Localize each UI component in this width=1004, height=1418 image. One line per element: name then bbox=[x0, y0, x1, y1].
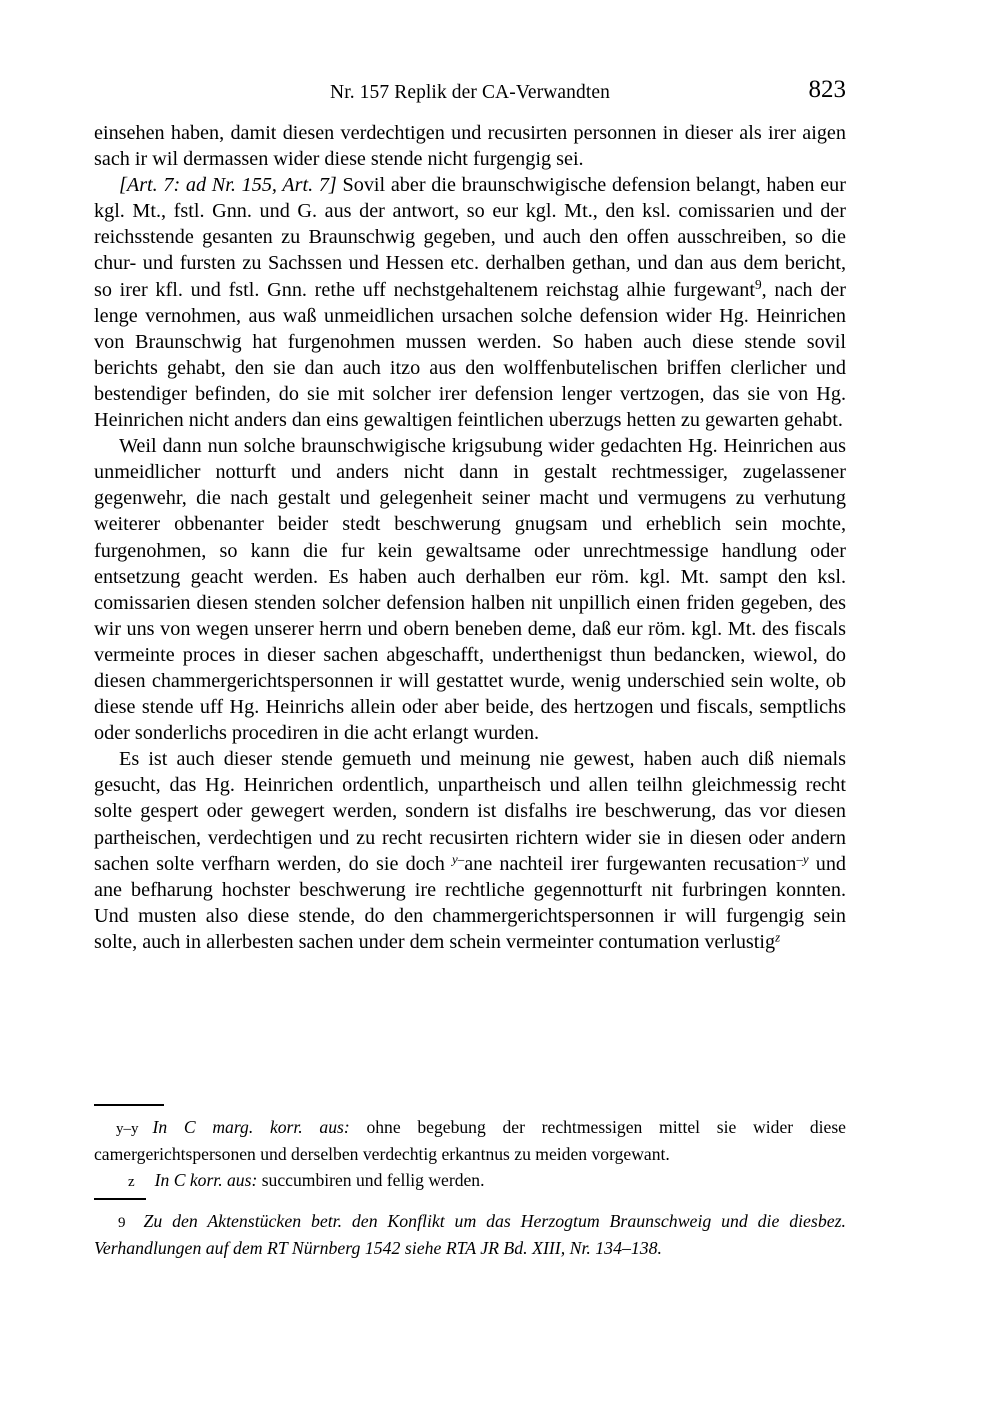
paragraph-text-head: Es ist auch dieser stende gemueth und meinung nie gewest, haben auch diß niemals gesucht, das Hg. Heinrichen ordentlich, unpartheisch und allen teilhn gleichmessig recht solte gespert oder gewegert werden, sondern ist disfalhs ire beschwerung, das vor diesen partheischen, verdechtigen und zu recht recusirten richtern wider sie in diesen oder andern sachen solte verfharn werden, do sie doch bbox=[94, 748, 846, 875]
footnote-section bbox=[94, 1198, 846, 1262]
apparatus-text-z: succumbiren und fellig werden. bbox=[257, 1169, 485, 1190]
footnote-marker-9[interactable]: 9 bbox=[754, 276, 762, 292]
apparatus-entry-z bbox=[94, 1168, 846, 1196]
apparatus-lemma-z-text: z bbox=[128, 1173, 135, 1190]
paragraph-intent-statement bbox=[94, 746, 846, 955]
footnote-number-9 bbox=[94, 1209, 144, 1237]
variant-text: ane nachteil irer furgewanten recusation bbox=[464, 852, 797, 875]
footnote-text-9: Zu den Aktenstücken betr. den Konflikt um das Herzogtum Braunschweig und die diesbez. Verhandlungen auf dem RT Nürnberg 1542 siehe RTA JR Bd. XIII, Nr. 134–138. bbox=[94, 1210, 846, 1259]
paragraph-text: Weil dann nun solche braunschwigische krigsubung wider gedachten Hg. Heinrichen aus unmeidlicher notturft und anders nicht dann in gestalt rechtmessiger, zugelassener gegenwehr, die nach gestalt und gelegenheit seiner macht und vermugens zu verhutung weiterer obbenanter beider stedt beschwerung gnugsam und erheblich sein mochte, furgenohmen, so kann die fur kein gewaltsame oder unrechtmessige handlung oder entsetzung geacht werden. Es haben auch derhalben eur röm. kgl. Mt. sampt den ksl. comissarien diesen stenden solcher defension halben nit unpillich einen friden gegeben, des wir uns von wegen unserer herrn und obern beneben deme, daß eur röm. kgl. Mt. des fiscals vermeinte proces in dieser sachen abgeschafft, underthenigst thun bedancken, wiewol, do diesen chammergerichtspersonnen ir will gestattet wurde, wenig underschied sein wolte, ob diese stende uff Hg. Heinrichs allein oder aber beide, des hertzogen und fiscals, semptlichs oder sonderlichs procediren in die acht erlangt wurden. bbox=[94, 435, 846, 745]
paragraph-text: Sovil aber die braunschwigische defension belangt, haben eur kgl. Mt., fstl. Gnn. und G. aus der antwort, so eur kgl. Mt., den ksl. comissarien und der reichsstende gesanten zu Braunschwig gegeben, und auch den offen ausschreiben, so die chur- und fursten zu Sachssen und Hessen etc. derhalben gethan, und dan aus dem bericht, so irer kfl. und fstl. Gnn. rethe uff nechstgehaltenem reichstag alhie furgewant bbox=[94, 174, 846, 301]
paragraph-continuation bbox=[94, 120, 846, 172]
footnote-rule bbox=[94, 1198, 146, 1200]
apparatus-lemma-y-text: y–y bbox=[116, 1120, 139, 1137]
apparatus-text-y: ohne begebung der rechtmessigen mittel sie wider diese camergerichtspersonen und derselben verdechtig erkantnus zu meiden vorgewant. bbox=[94, 1116, 846, 1165]
variant-marker-y-open[interactable]: y– bbox=[452, 851, 465, 867]
running-head-title: Nr. 157 Replik der CA-Verwandten bbox=[330, 82, 610, 103]
running-head bbox=[94, 80, 846, 108]
apparatus-lemma-y bbox=[94, 1115, 153, 1143]
apparatus-entry-y bbox=[94, 1115, 846, 1168]
body-text bbox=[94, 120, 846, 955]
footnote-9 bbox=[94, 1209, 846, 1262]
page-number: 823 bbox=[808, 76, 846, 103]
apparatus-source-z: In C korr. aus: bbox=[154, 1169, 258, 1190]
apparatus-rule bbox=[94, 1104, 164, 1106]
paragraph-defense-justification bbox=[94, 433, 846, 746]
variant-marker-y-close[interactable]: –y bbox=[796, 851, 809, 867]
apparatus-source-y: In C marg. korr. aus: bbox=[152, 1116, 350, 1137]
article-reference: [Art. 7: ad Nr. 155, Art. 7] bbox=[119, 174, 337, 197]
variant-marker-z[interactable]: z bbox=[775, 929, 781, 945]
paragraph-text-tail: , nach der lenge vernohmen, aus waß unmeidlichen ursachen solche defension wider Hg. Heinrichen von Braunschwig hat furgenohmen mussen werden. So haben auch diese stende sovil berichts gehabt, den sie dan auch itzo aus den wolffenbutelischen briffen clerlicher und bestendiger befinden, do sie mit solcher irer defension lenger vertzogen, das sie von Hg. Heinrichen nicht anders dan eins gewaltigen feintlichen uberzugs hetten zu gewarten gehabt. bbox=[94, 278, 846, 432]
paragraph-text: einsehen haben, damit diesen verdechtigen und recusirten personnen in dieser als irer aigen sach ir wil dermassen wider diese stende nicht furgengig sei. bbox=[94, 122, 846, 171]
footnote-number-9-text: 9 bbox=[118, 1214, 126, 1231]
apparatus-lemma-z bbox=[94, 1168, 155, 1196]
paragraph-article-7 bbox=[94, 172, 846, 433]
paragraph-text-tail: und ane befharung hochster beschwerung ire rechtliche gegennotturft nit furbringen konnten. Und musten also diese stende, do den chammergerichtspersonnen ir will furgengig sein solte, auch in allerbesten sachen under dem schein vermeinter contumation verlustig bbox=[94, 852, 847, 953]
critical-apparatus bbox=[94, 1104, 846, 1195]
